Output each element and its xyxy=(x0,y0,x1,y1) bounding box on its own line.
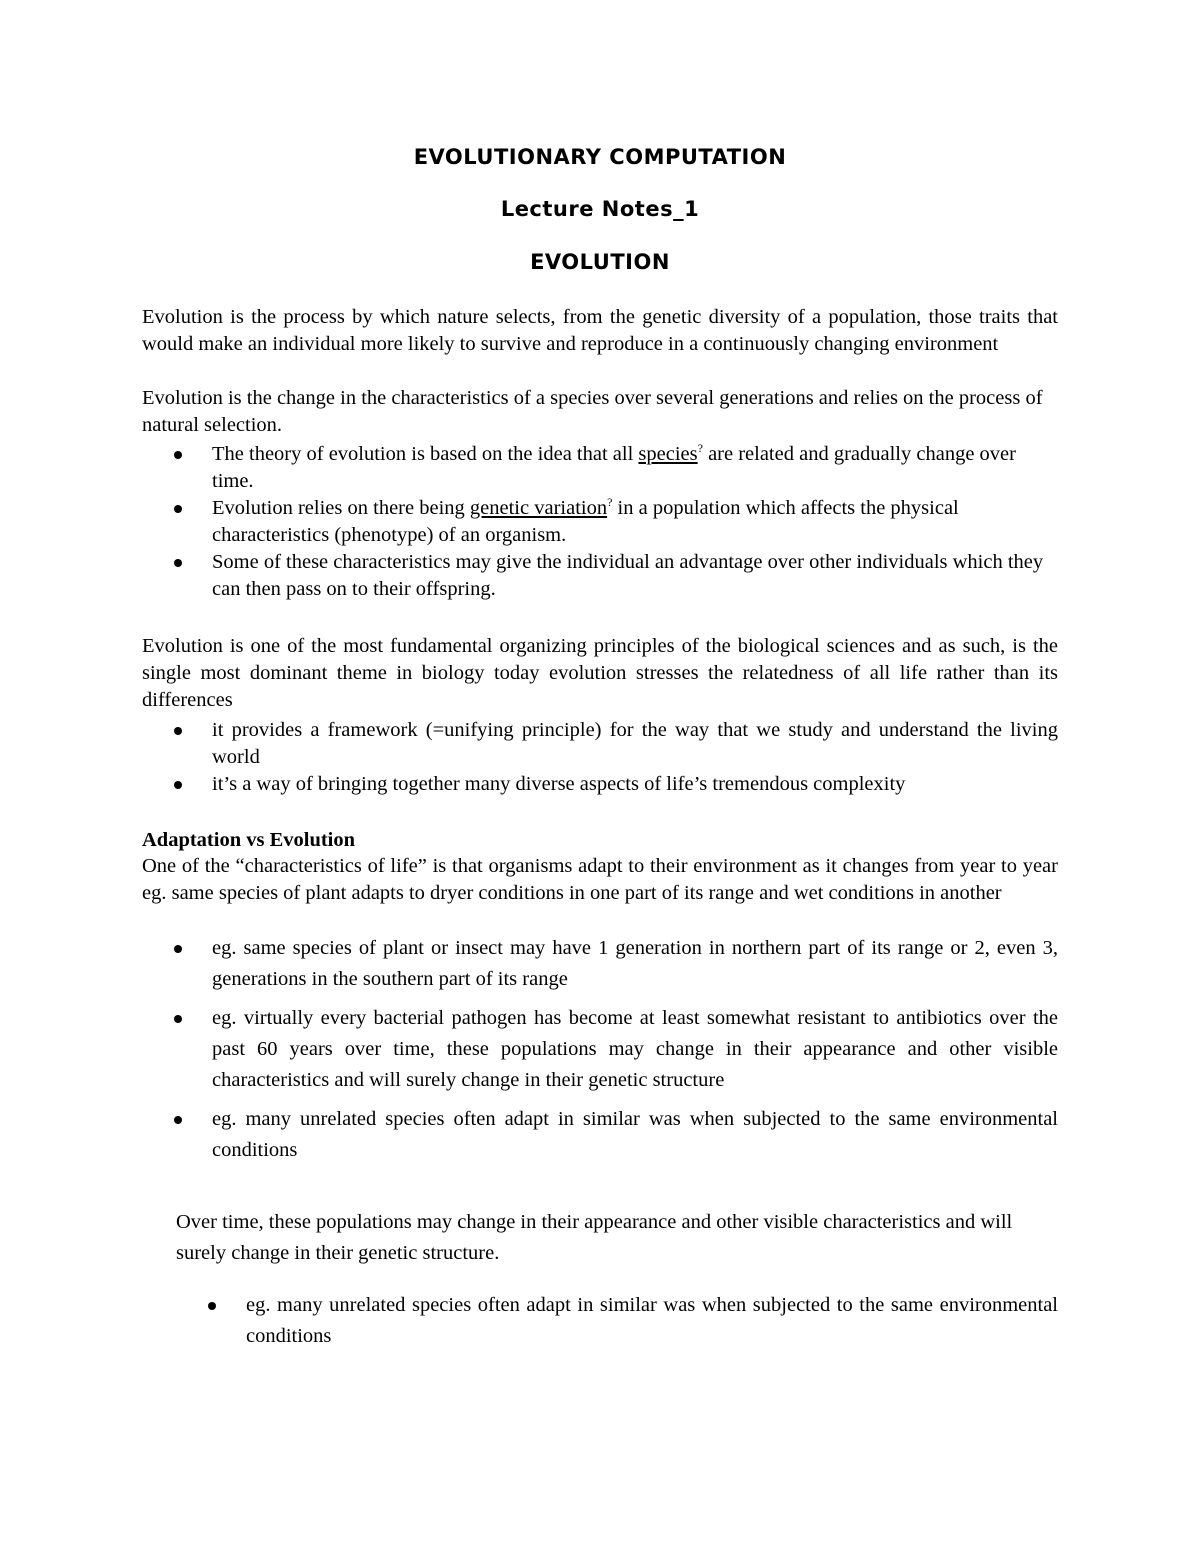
list-item-text-before: The theory of evolution is based on the idea that all xyxy=(212,443,639,465)
bullet-icon xyxy=(174,451,182,459)
adaptation-paragraph: One of the “characteristics of life” is that organisms adapt to their environment as it changes from year to year eg. same species of plant adapts to dryer conditions in one part of its range and wet conditions in another xyxy=(142,855,1058,904)
bullet-icon xyxy=(174,1116,182,1124)
overtime-bullet-list xyxy=(176,1290,1058,1360)
intro-bullet-list xyxy=(142,441,1052,603)
adaptation-bullet-list xyxy=(142,933,1058,1174)
section-heading: EVOLUTION xyxy=(530,250,670,274)
list-item-text-after: in a population which affects the physical characteristics (phenotype) of an organism. xyxy=(212,497,959,546)
list-item-text: eg. many unrelated species often adapt in similar was when subjected to the same environmental conditions xyxy=(246,1294,1058,1347)
bullet-icon xyxy=(174,945,182,953)
list-item-text: Some of these characteristics may give the individual an advantage over other individuals which they can then pass on to their offspring. xyxy=(212,551,1044,600)
document-title: EVOLUTIONARY COMPUTATION xyxy=(413,145,787,169)
note-mark: ? xyxy=(697,441,703,456)
list-item-text: eg. virtually every bacterial pathogen has become at least somewhat resistant to antibiotics over the past 60 years over time, these populations may change in their appearance and other visible characteristics and will surely change in their genetic structure xyxy=(212,1007,1058,1091)
list-item xyxy=(142,549,1052,603)
list-item xyxy=(176,1290,1058,1352)
genetic-variation-link[interactable]: genetic variation xyxy=(469,497,608,519)
list-item-text-before: Evolution relies on there being xyxy=(212,497,470,519)
list-item-text-after: are related and gradually change over time. xyxy=(212,443,1016,492)
bullet-icon xyxy=(174,727,182,735)
list-item xyxy=(142,717,1058,771)
fundamental-paragraph: Evolution is one of the most fundamental organizing principles of the biological sciences and as such, is the single most dominant theme in biology today evolution stresses the relatedness of all life rather than its differences xyxy=(142,635,1058,711)
list-item-text: it’s a way of bringing together many diverse aspects of life’s tremendous complexity xyxy=(212,773,906,795)
document-subtitle: Lecture Notes_1 xyxy=(500,197,700,221)
bullet-icon xyxy=(174,781,182,789)
bullet-icon xyxy=(174,559,182,567)
species-link[interactable]: species xyxy=(638,443,698,465)
adaptation-heading: Adaptation vs Evolution xyxy=(142,829,356,851)
bullet-icon xyxy=(174,505,182,513)
list-item-text: eg. many unrelated species often adapt in similar was when subjected to the same environmental conditions xyxy=(212,1108,1058,1161)
list-item xyxy=(142,1104,1058,1166)
intro-paragraph-1: Evolution is the process by which nature selects, from the genetic diversity of a population, those traits that would make an individual more likely to survive and reproduce in a continuously changing environment xyxy=(142,306,1058,355)
list-item xyxy=(142,441,1052,495)
list-item-text: it provides a framework (=unifying principle) for the way that we study and understand the living world xyxy=(212,719,1058,768)
list-item xyxy=(142,495,1052,549)
intro-paragraph-2: Evolution is the change in the characteristics of a species over several generations and relies on the process of natural selection. xyxy=(142,387,1043,436)
list-item xyxy=(142,1003,1058,1096)
bullet-icon xyxy=(174,1015,182,1023)
note-mark: ? xyxy=(607,495,613,510)
fundamental-bullet-list xyxy=(142,717,1058,798)
list-item xyxy=(142,771,1058,798)
overtime-paragraph: Over time, these populations may change in their appearance and other visible characteristics and will surely change in their genetic structure. xyxy=(176,1211,1013,1264)
bullet-icon xyxy=(208,1302,216,1310)
list-item-text: eg. same species of plant or insect may have 1 generation in northern part of its range or 2, even 3, generations in the southern part of its range xyxy=(212,937,1058,990)
list-item xyxy=(142,933,1058,995)
